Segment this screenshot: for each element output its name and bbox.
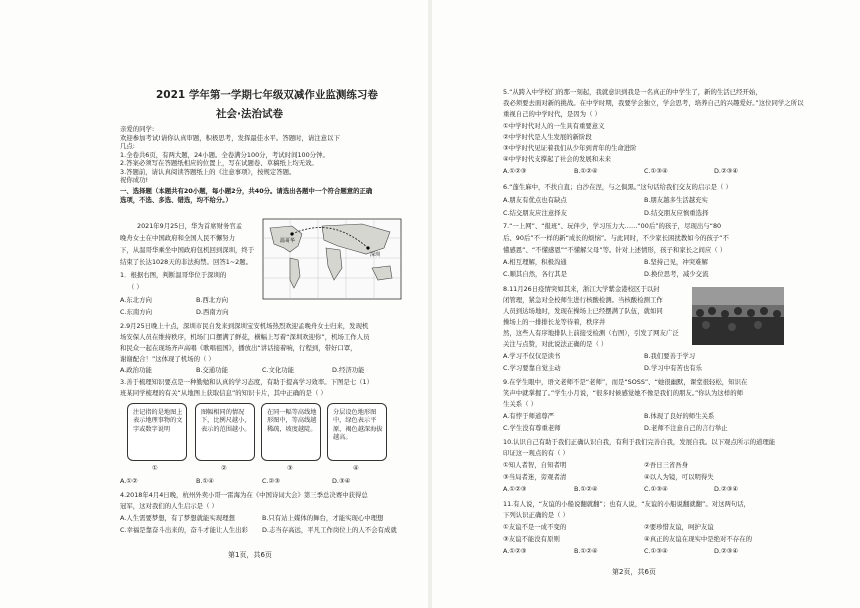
question-8: 操场上的一排排长龙等待着，秩序井 [503, 318, 606, 326]
exam-title: 2021 学年第一学期七年级双减作业监测练习卷 [156, 89, 378, 101]
statement: ④中学时代支撑起了社会的发展和未来 [503, 155, 611, 163]
option: C.幸福是靠奋斗出来的，奋斗才能让人生出彩 [120, 526, 248, 534]
option: C.学生没有尊重老师 [503, 424, 561, 432]
statement: ④以人为镜，可以明得失 [644, 473, 714, 481]
question-3: 3.善于梳理知识要点是一种勤勉和认真的学习态度，有助于提高学习效率。下图是七（1） [120, 378, 374, 386]
question-5: 我必须要去面对新的挑战。在中学时期，我要学会独立，学会思考，培养自己的兴趣爱好。”这位同学之所以 [503, 99, 804, 107]
intro-line: 几点: [120, 142, 135, 150]
intro-line: 欢迎参加考试!请你认真审题，积极思考，发挥最佳水平。答题时，请注意以下 [120, 134, 340, 142]
question-7: 7.“一上网”、“报班”、玩伴少，学习压力大……”00后”的孩子，尽现出与“80 [503, 222, 722, 230]
option: A.①②③ [503, 167, 527, 175]
question-lead: 下，从温哥华乘坐中国政府包机回到深圳，终于 [120, 246, 255, 254]
option: D.换位思考，减少交流 [644, 270, 709, 278]
question-3: 班某同学梳理的有关“从地图上获取信息”的知识卡片，其中正确的是（ ） [120, 389, 327, 397]
intro-line: 2.答案必须写在答题纸相应的位置上，写在试题卷、草稿纸上均无效。 [120, 159, 318, 167]
question-8: 8.11月26日疫情突如其来，浙江大学紫金港校区于以封 [503, 285, 660, 293]
option: A.学习不仅仅是读书 [503, 352, 561, 360]
section-heading: 选项，不选、多选、错选，均不给分。） [120, 196, 232, 204]
option: B.交通功能 [196, 366, 228, 374]
option: B.①④ [196, 477, 214, 485]
question-5: 重视自己的中学时代，是因为（ ） [503, 110, 601, 118]
question-11: 下列认识正确的是（ ） [503, 511, 569, 519]
statement: ④真正的友谊在现实中是绝对不存在的 [644, 535, 752, 543]
option: B.①②④ [574, 167, 598, 175]
question-1: 1．根据右图，判断温哥华位于深圳的 [120, 271, 227, 279]
option: A.有悖于师道尊严 [503, 412, 555, 420]
option: D.②③④ [714, 167, 739, 175]
option: D.结交朋友应慎重选择 [644, 209, 709, 217]
map-label-vancouver: 温哥华 [280, 238, 296, 244]
option: D.③④ [332, 477, 351, 485]
question-7: 后、90后”不一样的新“成长的烦恼”。与此同时，不少家长困扰教如今的孩子“不 [503, 234, 729, 242]
option: D.学习中有苦也有乐 [644, 364, 703, 372]
option: B.我们要善于学习 [644, 352, 696, 360]
vancouver-marker [290, 232, 293, 235]
option: C.学习要靠自觉主动 [503, 364, 561, 372]
statement: ③友谊不能没有原则 [503, 535, 560, 543]
question-2: 2.9月25日晚上十点，深圳市民自发来到深圳宝安机场热烈欢迎孟晚舟女士归来，发现机 [120, 322, 369, 330]
greeting: 亲爱的同学: [120, 125, 155, 133]
question-2: 和民众一起在现场齐声高唱《歌唱祖国》，播放出“讲话接着响，行程到，带好口罩， [120, 344, 357, 352]
question-5: 5.“从跨入中学校门的那一刻起，我就意识到我是一名真正的中学生了，新的生活已经开始， [503, 88, 762, 96]
card-number: ② [221, 464, 227, 472]
statement: ③当局者迷，旁观者清 [503, 473, 567, 481]
question-9: 笑声中就掌握了。”学生小月说，“很多时候感觉她不像是我们的朋友。”你认为这样的师 [503, 389, 743, 397]
card-text: 分层设色地形图中，绿色表示平原，褐色越深海拔越高。 [333, 409, 383, 442]
knowledge-card [195, 403, 255, 461]
question-8: 然，这些人有序地排队上前接受检测（右图），引发了网友广泛 [503, 329, 679, 337]
card-number: ① [152, 464, 158, 472]
question-lead: 晚舟女士在中国政府和全国人民不懈努力 [120, 234, 236, 242]
question-4: 4.2018年4月4日晚，杭州外卖小哥一雷海为在《中国诗词大会》第三季总决赛中获得总 [120, 491, 368, 499]
intro-line: 1.全卷共6页，有两大题，24小题。全卷满分100分，考试时间100分钟。 [120, 151, 329, 159]
option: B.只有站上媒体的舞台，才能实现心中理想 [262, 514, 384, 522]
world-map-figure [262, 218, 402, 300]
map-label-shenzhen: 深圳 [370, 252, 381, 258]
card-number: ④ [353, 464, 359, 472]
option: C.结交朋友应注意择友 [503, 209, 568, 217]
option: A.朋友有优点也有缺点 [503, 196, 567, 204]
option: A.政治功能 [120, 366, 152, 374]
question-lead: 结束了长达1028天的非法拘禁。回答1~2题。 [120, 258, 252, 266]
option: C.①③④ [644, 485, 668, 493]
section-heading: 一、选择题（本题共有20小题，每小题2分，共40分。请选出各题中一个符合题意的正确 [120, 187, 373, 195]
option: A.①②③ [503, 547, 527, 555]
option: C.文化功能 [262, 366, 295, 374]
option: A.相互理解，积极沟通 [503, 258, 567, 266]
shenzhen-marker [366, 246, 369, 249]
knowledge-card [261, 403, 321, 461]
question-10: 10.认识自己有助于我们正确认识自我，有利于我们完善自我，发展自我。以下观点所示的道理能 [503, 438, 776, 446]
question-8: 关注与点赞，对此说法正确的是（ ） [503, 340, 608, 348]
option: B.①②④ [574, 485, 598, 493]
option: B.体现了良好的师生关系 [644, 412, 715, 420]
question-2: 谢谢配合！”这体现了机场的（ ） [120, 355, 215, 363]
statement: ①知人者智，自知者明 [503, 461, 567, 469]
option: D.②③④ [714, 485, 739, 493]
option: B.朋友越多生活越充实 [644, 196, 708, 204]
option: A.东北方向 [120, 296, 152, 304]
option: C.顺其自然，各行其是 [503, 270, 568, 278]
option: D.西南方向 [196, 308, 229, 316]
card-text: 图幅相同的情况下，比例尺越小，表示的范围越小。 [201, 409, 251, 433]
question-8: 闭管理，紧急对全校师生进行核酸检测。当核酸检测工作 [503, 296, 663, 304]
statement: ①友谊不是一成不变的 [503, 523, 567, 531]
intro-line: 3.答题前，请认真阅读答题纸上的《注意事项》，按规定答题。 [120, 168, 296, 176]
card-text: 在同一幅等高线地形图中，等高线越稀疏，坡度越陡。 [267, 409, 317, 433]
exam-subtitle: 社会·法治试卷 [216, 108, 283, 120]
statement: ②要珍惜友谊，呵护友谊 [644, 523, 714, 531]
option: A.①② [120, 477, 138, 485]
option: C.东南方向 [120, 308, 153, 316]
option: D.志当存高远，平凡工作岗位上的人不会有成就 [262, 526, 397, 534]
option: A.人生需要梦想，有了梦想就能实现理想 [120, 514, 235, 522]
option: B.①②④ [574, 547, 598, 555]
option: C.①③④ [644, 167, 668, 175]
option: D.经济功能 [332, 366, 365, 374]
option: B.西北方向 [196, 296, 228, 304]
question-lead: 2021年9月25日，华为首席财务官孟 [137, 222, 243, 230]
question-1-paren: （ ） [128, 283, 143, 291]
knowledge-card [127, 403, 187, 461]
question-9: 生关系（ ） [503, 400, 537, 408]
question-11: 11.有人说，“友谊的小船说翻就翻”；也有人说，“友谊的小船说翻就翻”。对这两句话， [503, 500, 751, 508]
page-footer: 第2页，共6页 [612, 568, 656, 576]
option: C.①③④ [644, 547, 668, 555]
card-number: ③ [287, 464, 293, 472]
option: D.老师不注意自己的言行举止 [644, 424, 728, 432]
option: D.②③④ [714, 547, 739, 555]
question-8: 人员到达场地时，发现在操场上已经摆满了队伍，就如同 [503, 307, 663, 315]
question-2: 场安保人员在维持秩序，机场门口摆满了鲜花，横幅上写着“深圳欢迎你”，机场工作人员 [120, 333, 370, 341]
photo-illustration [692, 287, 784, 345]
crowd-photo [692, 287, 784, 345]
question-6: 6.“蓬生麻中，不扶自直；白沙在涅，与之俱黑。”这句话给我们交友的启示是（ ） [503, 183, 732, 191]
question-10: 印证这一观点的有（ ） [503, 449, 569, 457]
statement: ②中学时代是人生发展的新阶段 [503, 133, 592, 141]
question-7: 懂感恩”、“不懂感恩”“不懂解父母”等。针对上述情形，孩子和家长之间应（ ） [503, 246, 727, 254]
option: C.②③ [262, 477, 280, 485]
statement: ②吾日三省吾身 [644, 461, 689, 469]
knowledge-card [327, 403, 387, 461]
question-4: 冠军，这对我们的人生启示是（ ） [120, 502, 218, 510]
intro-line: 祝你成功! [120, 176, 149, 184]
statement: ①中学时代对人的一生具有重要意义 [503, 122, 605, 130]
page-footer: 第1页，共6页 [228, 551, 272, 559]
question-9: 9.在学生眼中，语文老师不是“老师”，而是“SOSS”、“她很幽默，课堂很轻松，知识在 [503, 378, 748, 386]
option: A.①②③ [503, 485, 527, 493]
statement: ③中学时代见证着我们从少年到青年的生命进阶 [503, 144, 637, 152]
option: B.坚持己见，冲突难解 [644, 258, 708, 266]
card-text: 注记指的是地图上表示地理事物的文字或数字说明 [133, 409, 183, 433]
